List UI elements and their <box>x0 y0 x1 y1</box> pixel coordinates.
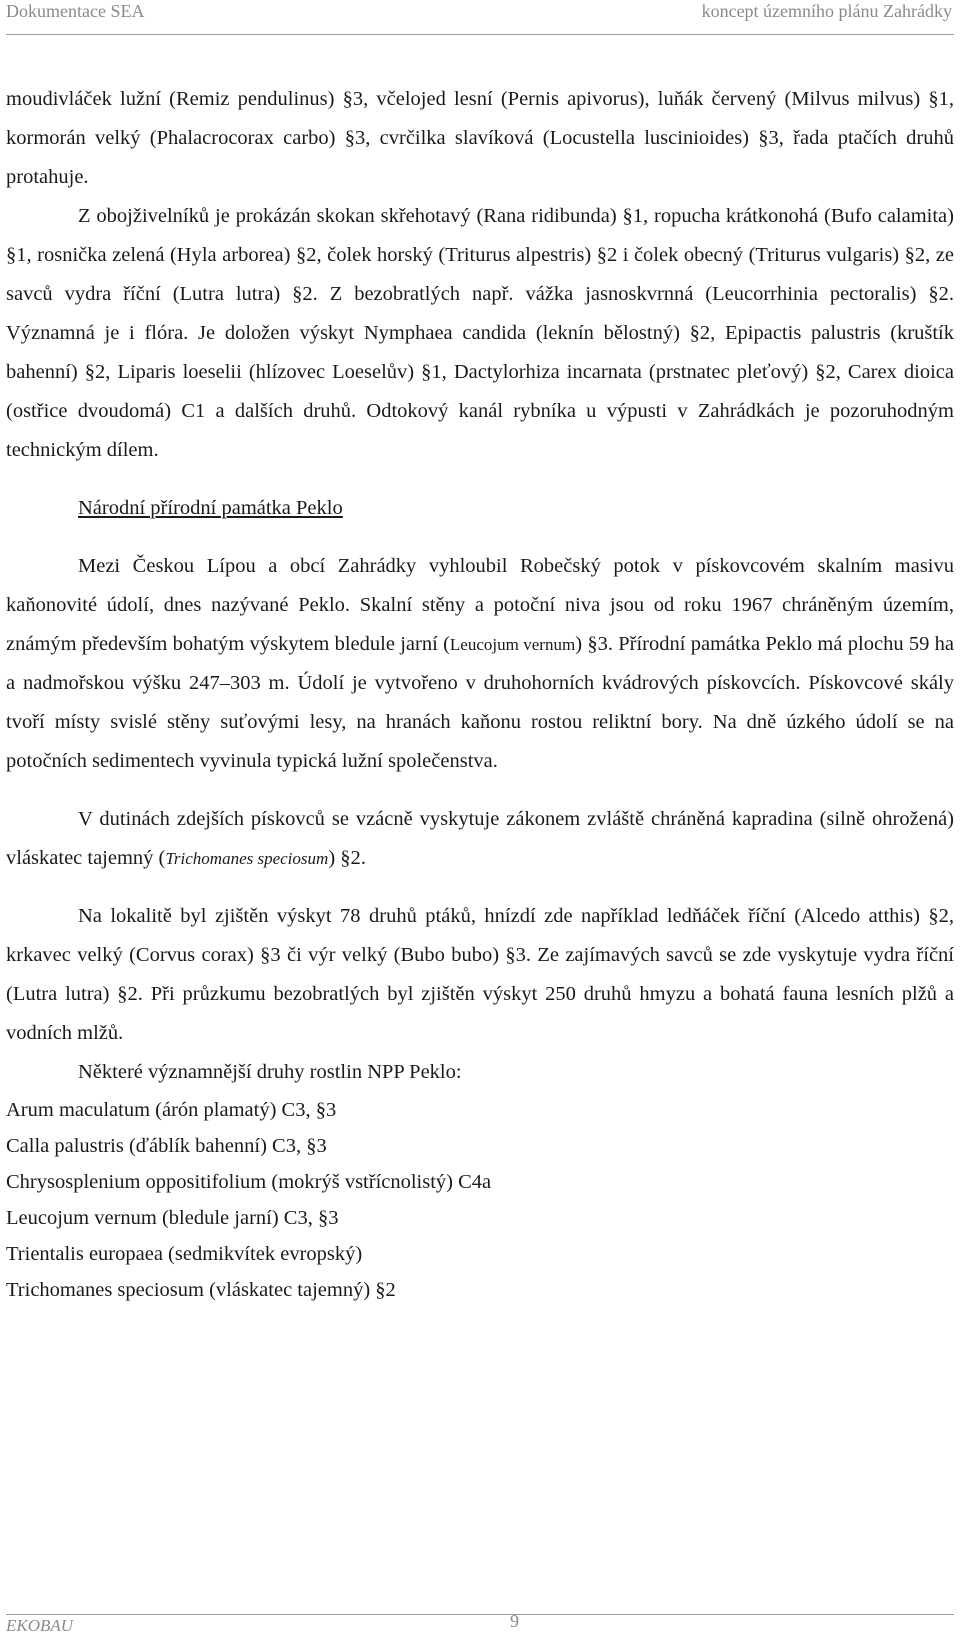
paragraph-amphibians: Z obojživelníků je prokázán skokan skřehotavý (Rana ridibunda) §1, ropucha krátkonohá (Bufo calamita) §1, rosnička zelená (Hyla arborea) §2, čolek horský (Triturus alpestris) §2 i čolek obecný (Triturus vulgaris) §2, ze savců vydra říční (Lutra lutra) §2. Z bezobratlých např. vážka jasnoskvrnná (Leucorrhinia pectoralis) §2. Významná je i flóra. Je doložen výskyt Nymphaea candida (leknín bělostný) §2, Epipactis palustris (kruštík bahenní) §2, Liparis loeselii (hlízovec Loeselův) §1, Dactylorhiza incarnata (prstnatec pleťový) §2, Carex dioica (ostřice dvoudomá) C1 a dalších druhů. Odtokový kanál rybníka u výpusti v Zahrádkách je pozoruhodným technickým dílem. <box>6 205 954 461</box>
list-item: Chrysosplenium oppositifolium (mokrýš vstřícnolistý) C4a <box>6 1171 492 1193</box>
text-run: Leucojum vernum <box>449 635 576 654</box>
text-run: ) §2. <box>328 847 366 869</box>
header-document-title: Dokumentace SEA <box>6 1 145 21</box>
text-run: V dutinách zdejších pískovců se vzácně vyskytuje zákonem zvláště chráněná kapradina (silně ohrožená) vláskatec tajemný ( <box>6 808 954 869</box>
list-item: Trichomanes speciosum (vláskatec tajemný) §2 <box>6 1279 396 1301</box>
text-run-italic: Trichomanes speciosum <box>165 849 329 868</box>
page-header <box>6 0 954 35</box>
text-run: Mezi Českou Lípou a obcí Zahrádky vyhloubil Robečský potok v pískovcovém skalním masivu kaňonovité údolí, dnes nazývané Peklo. Skalní stěny a potoční niva jsou od roku 1967 chráněným územím, známým především bohatým výskytem bledule jarní ( <box>6 555 954 655</box>
paragraph-fauna: Na lokalitě byl zjištěn výskyt 78 druhů ptáků, hnízdí zde například ledňáček říční (Alcedo atthis) §2, krkavec velký (Corvus corax) §3 či výr velký (Bubo bubo) §3. Ze zajímavých savců se zde vyskytuje vydra říční (Lutra lutra) §2. Při průzkumu bezobratlých byl zjištěn výskyt 250 druhů hmyzu a bohatá fauna lesních plžů a vodních mlžů. <box>6 905 954 1044</box>
paragraph-fern <box>6 800 954 878</box>
page-footer <box>6 1611 954 1635</box>
header-project-title: koncept územního plánu Zahrádky <box>701 1 952 21</box>
list-item: Trientalis europaea (sedmikvítek evropský) <box>6 1243 363 1265</box>
footer-company: EKOBAU <box>6 1616 74 1635</box>
section-heading-peklo: Národní přírodní památka Peklo <box>78 497 343 519</box>
plant-list-title: Některé významnější druhy rostlin NPP Peklo: <box>78 1061 462 1083</box>
paragraph-peklo-description <box>6 547 954 781</box>
list-item: Arum maculatum (árón plamatý) C3, §3 <box>6 1099 337 1121</box>
list-item: Calla palustris (ďáblík bahenní) C3, §3 <box>6 1135 327 1157</box>
list-item: Leucojum vernum (bledule jarní) C3, §3 <box>6 1207 339 1229</box>
paragraph-birds: moudivláček lužní (Remiz pendulinus) §3, včelojed lesní (Pernis apivorus), luňák červený (Milvus milvus) §1, kormorán velký (Phalacrocorax carbo) §3, cvrčilka slavíková (Locustella luscinioides) §3, řada ptačích druhů protahuje. <box>6 88 954 188</box>
text-run: ) §3. Přírodní památka Peklo má plochu 59 ha a nadmořskou výšku 247–303 m. Údolí je vytvořeno v druhohorních kvádrových pískovcích. Pískovcové skály tvoří místy svislé stěny suťovými lesy, na hranách kaňonu rostou reliktní bory. Na dně úzkého údolí se na potočních sedimentech vyvinula typická lužní společenstva. <box>6 633 954 772</box>
plant-list <box>6 1092 954 1308</box>
page-number: 9 <box>510 1611 519 1631</box>
document-body <box>6 80 954 1308</box>
